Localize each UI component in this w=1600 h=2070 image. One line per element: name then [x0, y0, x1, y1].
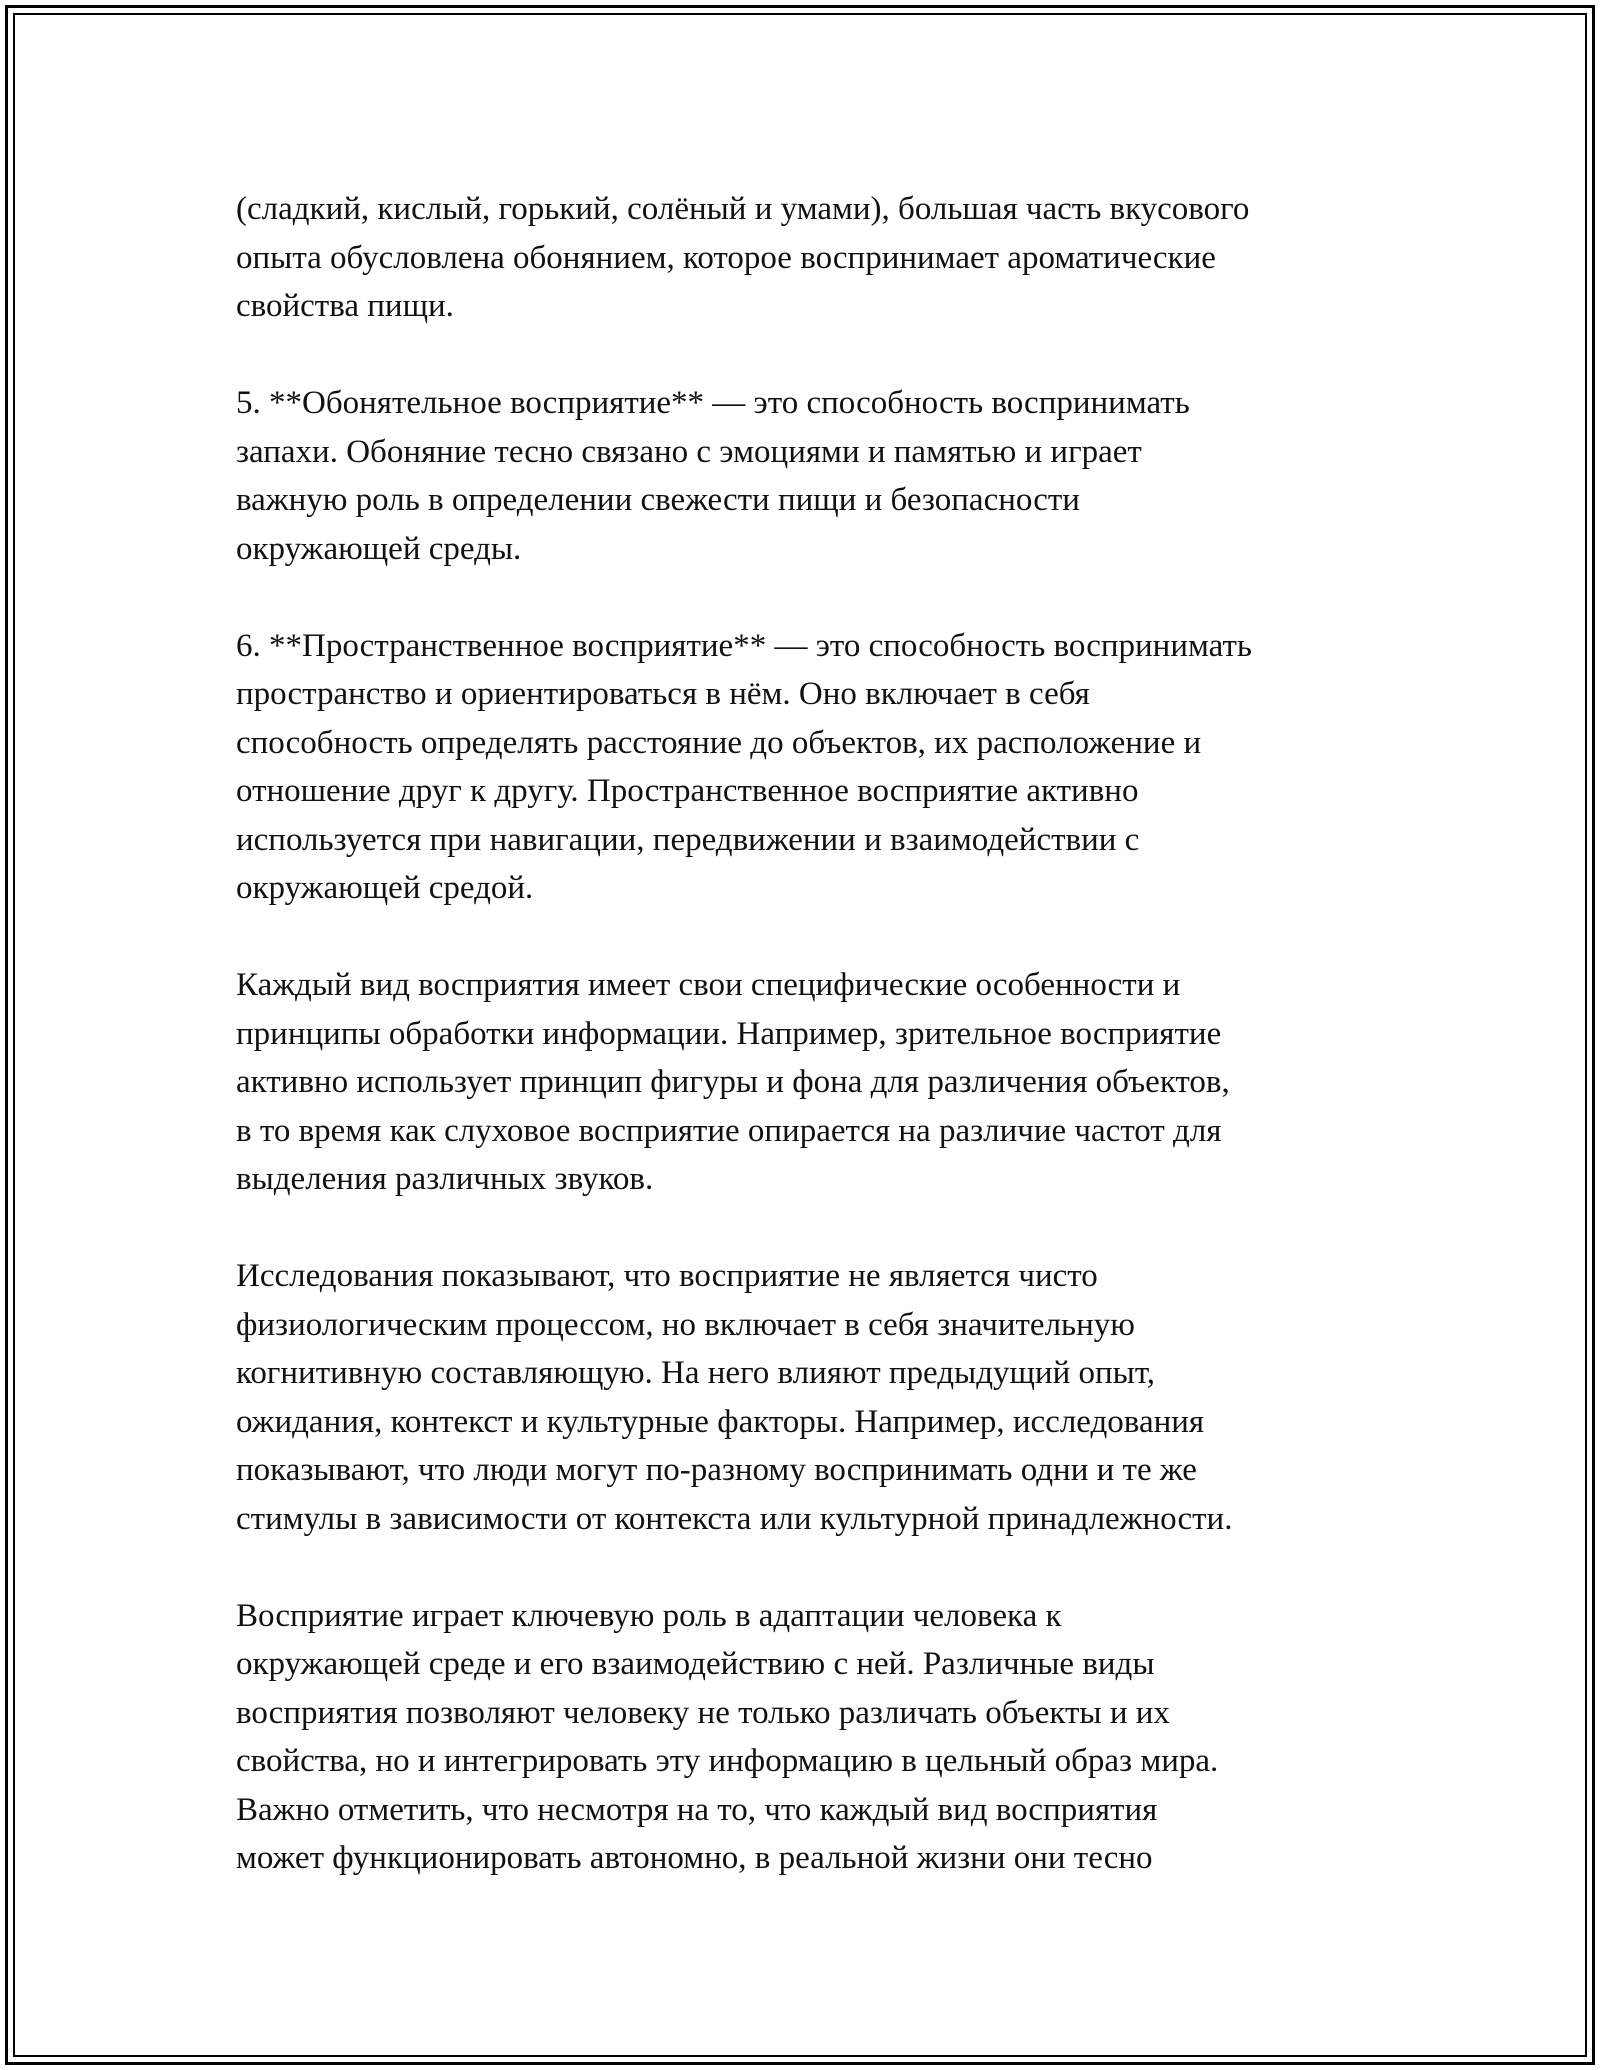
text-line: выделения различных звуков.	[236, 1161, 654, 1197]
text-line: пространство и ориентироваться в нём. Оно включает в себя	[236, 676, 1090, 712]
text-line: принципы обработки информации. Например, зрительное восприятие	[236, 1015, 1222, 1052]
text-line: ожидания, контекст и культурные факторы. Например, исследования	[236, 1403, 1205, 1440]
paragraph-adaptation-role	[236, 1592, 1396, 1883]
text-line: отношение друг к другу. Пространственное восприятие активно	[236, 773, 1139, 809]
text-line: физиологическим процессом, но включает в себя значительную	[236, 1306, 1135, 1343]
document-body	[236, 185, 1396, 1931]
text-line: 6. **Пространственное восприятие** — это способность воспринимать	[236, 627, 1252, 664]
text-line: Исследования показывают, что восприятие не является чисто	[236, 1258, 1098, 1294]
paragraph-perception-specifics	[236, 961, 1396, 1204]
text-line: Восприятие играет ключевую роль в адаптации человека к	[236, 1597, 1062, 1634]
text-line: когнитивную составляющую. На него влияют предыдущий опыт,	[236, 1355, 1156, 1391]
paragraph-olfactory-perception	[236, 379, 1396, 573]
text-line: окружающей среде и его взаимодействию с ней. Различные виды	[236, 1646, 1155, 1682]
text-line: (сладкий, кислый, горький, солёный и умами), большая часть вкусового	[236, 191, 1250, 227]
text-line: запахи. Обоняние тесно связано с эмоциями и памятью и играет	[236, 433, 1142, 470]
text-line: стимулы в зависимости от контекста или культурной принадлежности.	[236, 1500, 1233, 1537]
text-line: Важно отметить, что несмотря на то, что каждый вид восприятия	[236, 1791, 1158, 1828]
text-line: в то время как слуховое восприятие опирается на различие частот для	[236, 1112, 1222, 1149]
text-line: опыта обусловлена обонянием, которое воспринимает ароматические	[236, 239, 1216, 276]
text-line: может функционировать автономно, в реальной жизни они тесно	[236, 1840, 1153, 1876]
text-line: показывают, что люди могут по-разному воспринимать одни и те же	[236, 1452, 1197, 1488]
text-line: 5. **Обонятельное восприятие** — это способность воспринимать	[236, 385, 1190, 421]
text-line: важную роль в определении свежести пищи и безопасности	[236, 482, 1080, 518]
paragraph-taste-continuation	[236, 185, 1396, 331]
paragraph-spatial-perception	[236, 622, 1396, 913]
text-line: восприятия позволяют человеку не только различать объекты и их	[236, 1694, 1170, 1731]
paragraph-research-findings	[236, 1252, 1396, 1543]
text-line: свойства пищи.	[236, 288, 454, 324]
text-line: активно использует принцип фигуры и фона для различения объектов,	[236, 1064, 1230, 1100]
text-line: свойства, но и интегрировать эту информацию в цельный образ мира.	[236, 1743, 1219, 1779]
text-line: способность определять расстояние до объектов, их расположение и	[236, 724, 1202, 761]
text-line: окружающей средой.	[236, 870, 534, 906]
text-line: окружающей среды.	[236, 530, 522, 567]
text-line: используется при навигации, передвижении и взаимодействии с	[236, 821, 1140, 858]
text-line: Каждый вид восприятия имеет свои специфические особенности и	[236, 967, 1181, 1003]
